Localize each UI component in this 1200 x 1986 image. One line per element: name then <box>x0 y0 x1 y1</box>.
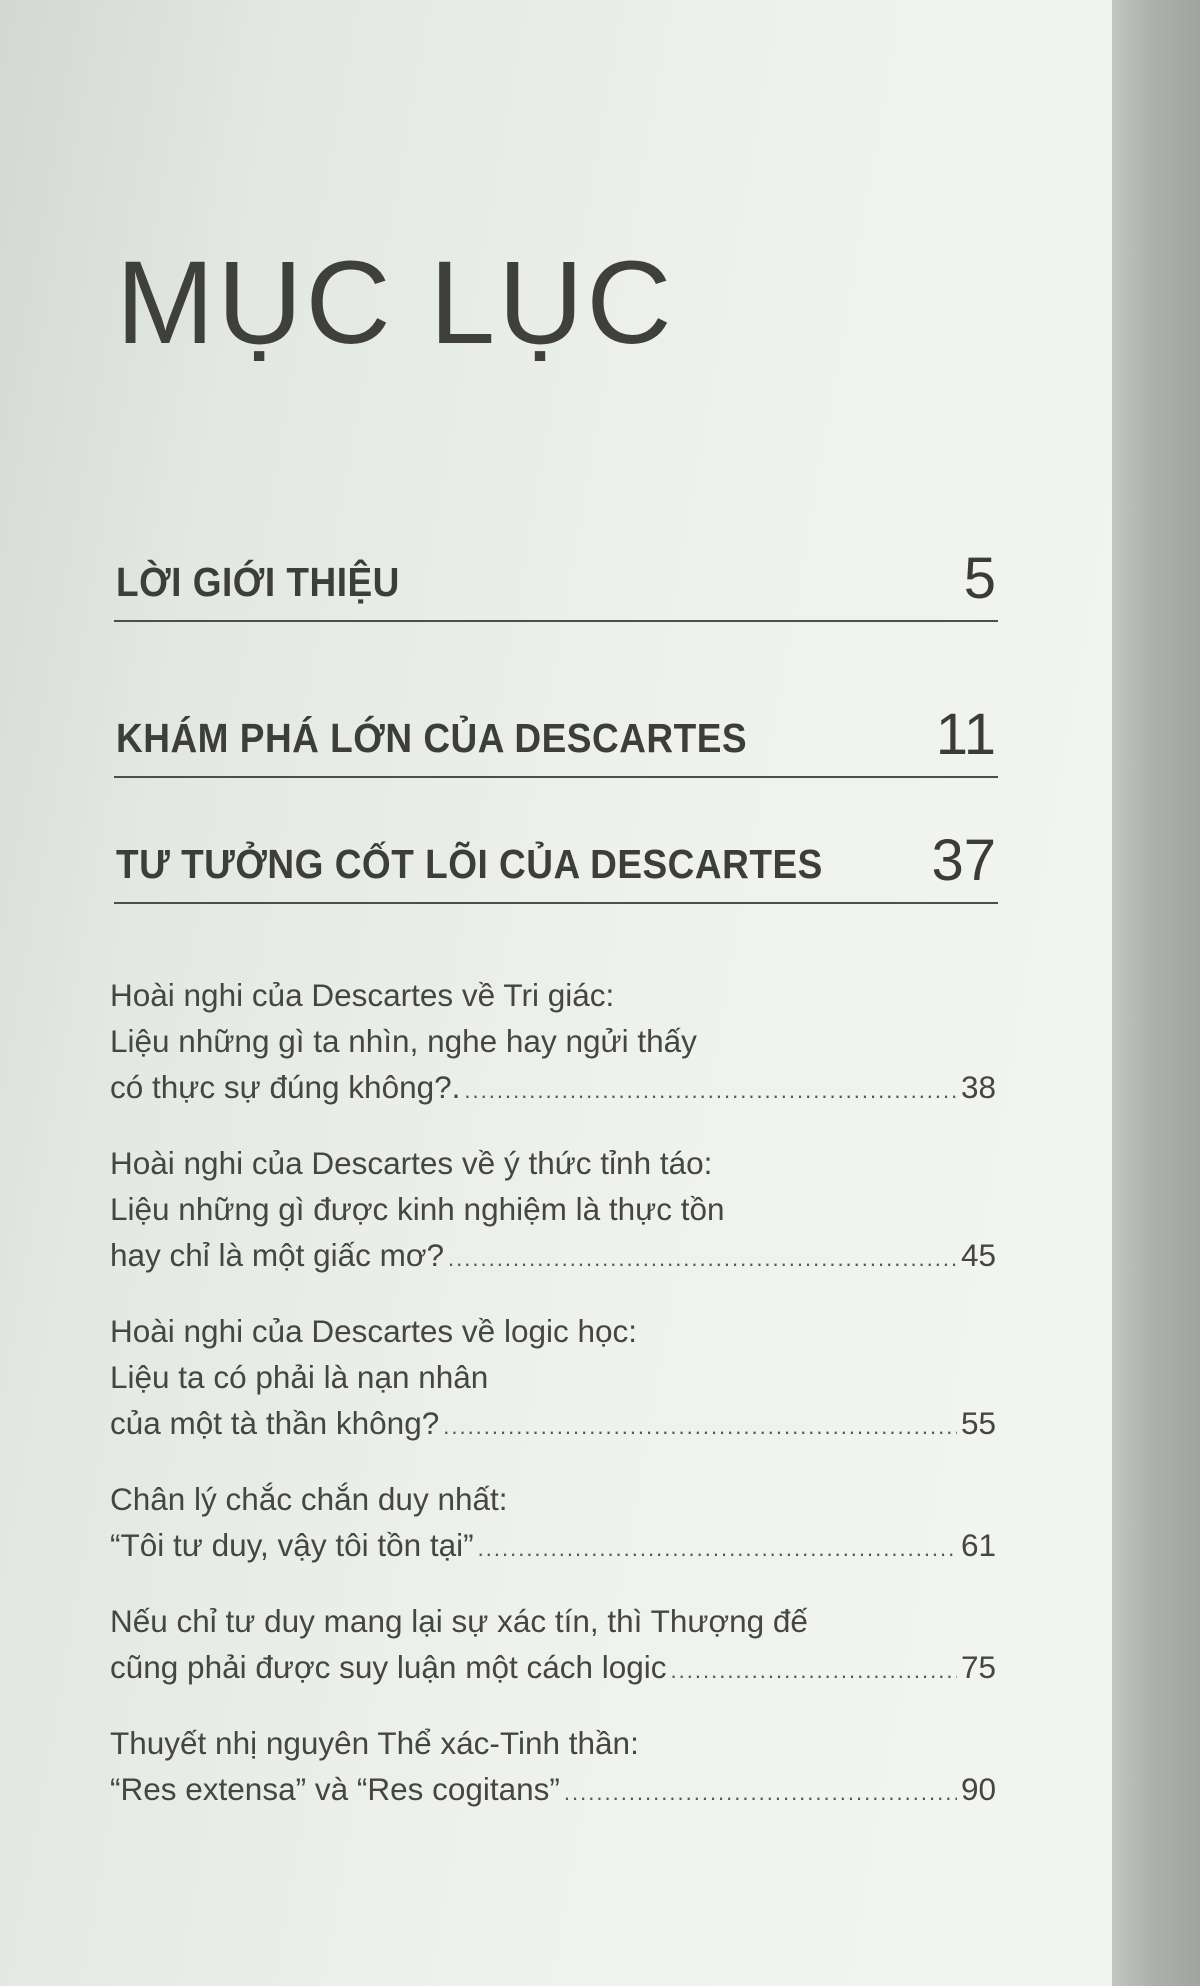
entry-line: Liệu những gì được kinh nghiệm là thực tồn <box>110 1191 725 1227</box>
entry-line: cũng phải được suy luận một cách logic <box>110 1649 667 1685</box>
toc-entry <box>110 1140 996 1282</box>
dot-leader <box>671 1648 957 1694</box>
section-page-number: 5 <box>963 546 996 611</box>
entry-page-number: 38 <box>960 1069 996 1105</box>
entry-line: Hoài nghi của Descartes về ý thức tỉnh táo: <box>110 1145 713 1181</box>
entry-line: Nếu chỉ tư duy mang lại sự xác tín, thì Thượng đế <box>110 1603 808 1639</box>
entry-line: Liệu những gì ta nhìn, nghe hay ngửi thấy <box>110 1023 697 1059</box>
dot-leader <box>464 1068 957 1114</box>
entry-page-number: 75 <box>960 1649 996 1685</box>
toc-section-core-ideas <box>114 812 998 904</box>
entry-line: Liệu ta có phải là nạn nhân <box>110 1359 489 1395</box>
dot-leader <box>564 1770 957 1816</box>
section-title: LỜI GIỚI THIỆU <box>116 559 400 605</box>
entry-page-number: 45 <box>960 1237 996 1273</box>
entry-page-number: 61 <box>960 1527 996 1563</box>
toc-section-introduction <box>114 530 998 622</box>
entry-line: hay chỉ là một giấc mơ? <box>110 1237 445 1273</box>
toc-entry <box>110 972 996 1114</box>
section-title: KHÁM PHÁ LỚN CỦA DESCARTES <box>116 715 748 761</box>
page-title: MỤC LỤC <box>116 237 675 369</box>
entry-line: có thực sự đúng không?. <box>110 1069 461 1105</box>
toc-entry <box>110 1720 996 1816</box>
entry-line: Chân lý chắc chắn duy nhất: <box>110 1481 508 1517</box>
adjacent-page-edge <box>1112 0 1200 1986</box>
entry-page-number: 90 <box>960 1771 996 1807</box>
toc-section-discovery <box>114 686 998 778</box>
entry-line: “Tôi tư duy, vậy tôi tồn tại” <box>110 1527 474 1563</box>
dot-leader <box>448 1236 957 1282</box>
toc-entry <box>110 1476 996 1572</box>
entry-line: “Res extensa” và “Res cogitans” <box>110 1771 560 1807</box>
section-page-number: 11 <box>935 702 996 767</box>
dot-leader <box>443 1404 957 1450</box>
toc-entry <box>110 1308 996 1450</box>
toc-entry-list <box>110 972 996 1842</box>
entry-line: Hoài nghi của Descartes về Tri giác: <box>110 977 615 1013</box>
entry-line: Thuyết nhị nguyên Thể xác-Tinh thần: <box>110 1725 639 1761</box>
entry-line: Hoài nghi của Descartes về logic học: <box>110 1313 638 1349</box>
section-title: TƯ TƯỞNG CỐT LÕI CỦA DESCARTES <box>116 841 823 887</box>
entry-page-number: 55 <box>960 1405 996 1441</box>
dot-leader <box>478 1526 957 1572</box>
section-page-number: 37 <box>931 828 996 893</box>
toc-entry <box>110 1598 996 1694</box>
entry-line: của một tà thần không? <box>110 1405 440 1441</box>
